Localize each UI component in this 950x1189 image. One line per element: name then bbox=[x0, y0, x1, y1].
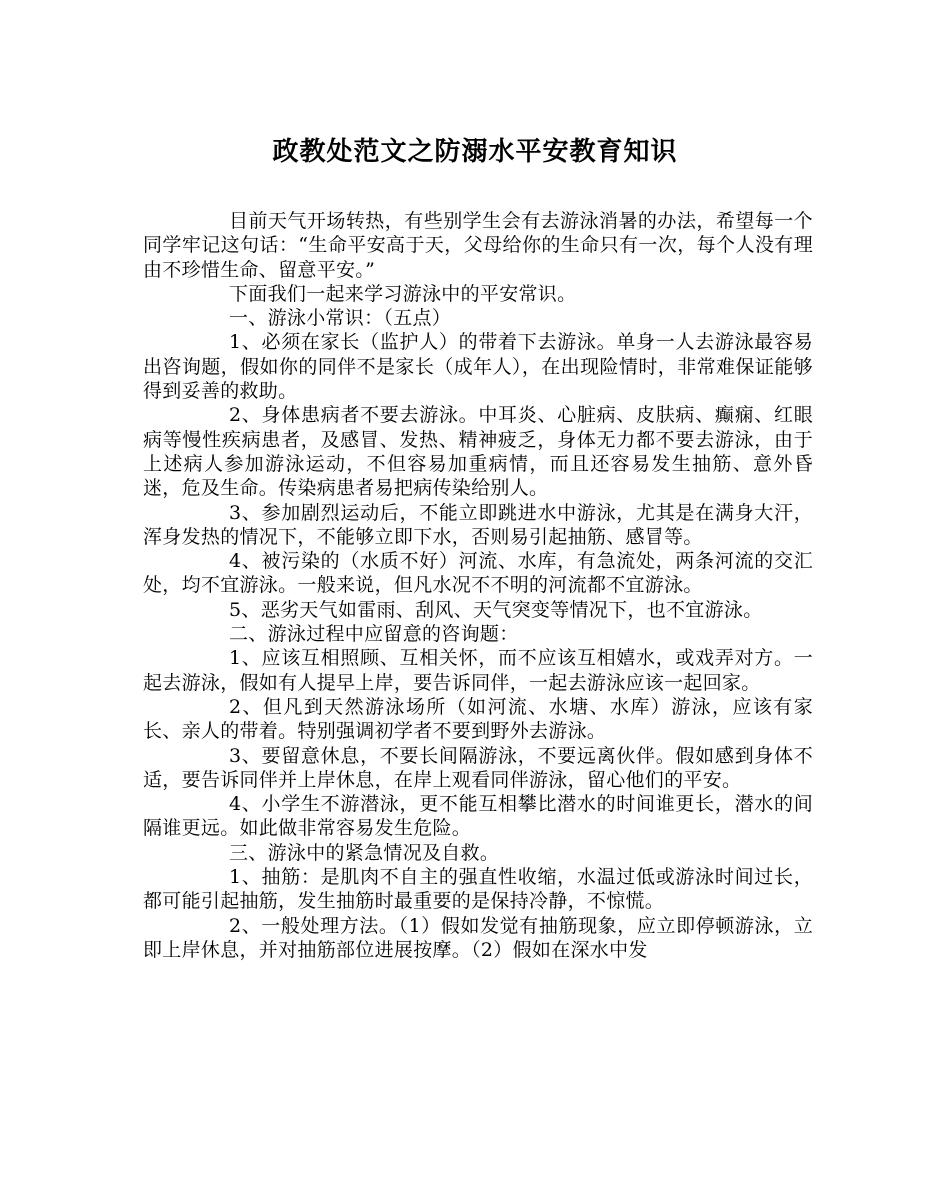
section-heading: 二、游泳过程中应留意的咨询题： bbox=[229, 623, 519, 646]
paragraph: 2、身体患病者不要去游泳。中耳炎、心脏病、皮肤病、癫痫、红眼病等慢性疾病患者，及感冒、发热、精神疲乏，身体无力都不要去游泳，由于上述病人参加游泳运动，不但容易加重病情，而且还容易发生抽筋、意外昏迷，危及生命。传染病患者易把病传染给别人。 bbox=[143, 404, 813, 500]
document-body bbox=[143, 209, 813, 962]
paragraph: 4、小学生不游潜泳，更不能互相攀比潜水的时间谁更长，潜水的间隔谁更远。如此做非常容易发生危险。 bbox=[143, 793, 813, 840]
paragraph: 3、要留意休息，不要长间隔游泳，不要远离伙伴。假如感到身体不适，要告诉同伴并上岸休息，在岸上观看同伴游泳，留心他们的平安。 bbox=[143, 744, 813, 791]
section-heading: 三、游泳中的紧急情况及自救。 bbox=[229, 841, 500, 864]
paragraph: 4、被污染的（水质不好）河流、水库，有急流处，两条河流的交汇处，均不宜游泳。一般来说，但凡水况不不明的河流都不宜游泳。 bbox=[143, 550, 813, 597]
paragraph: 2、一般处理方法。（1）假如发觉有抽筋现象，应立即停顿游泳，立即上岸休息，并对抽筋部位进展按摩。（2）假如在深水中发 bbox=[143, 914, 813, 961]
paragraph: 3、参加剧烈运动后，不能立即跳进水中游泳，尤其是在满身大汗，浑身发热的情况下，不能够立即下水，否则易引起抽筋、感冒等。 bbox=[143, 501, 813, 548]
paragraph: 2、但凡到天然游泳场所（如河流、水塘、水库）游泳，应该有家长、亲人的带着。特别强调初学者不要到野外去游泳。 bbox=[143, 695, 813, 743]
paragraph: 1、抽筋：是肌肉不自主的强直性收缩，水温过低或游泳时间过长，都可能引起抽筋，发生抽筋时最重要的是保持冷静，不惊慌。 bbox=[143, 866, 813, 913]
paragraph: 5、恶劣天气如雷雨、刮风、天气突变等情况下，也不宜游泳。 bbox=[229, 598, 763, 621]
paragraph: 1、应该互相照顾、互相关怀，而不应该互相嬉水，或戏弄对方。一起去游泳，假如有人提早上岸，要告诉同伴，一起去游泳应该一起回家。 bbox=[143, 647, 813, 694]
paragraph: 1、必须在家长（监护人）的带着下去游泳。单身一人去游泳最容易出咨询题，假如你的同伴不是家长（成年人），在出现险情时，非常难保证能够得到妥善的救助。 bbox=[143, 331, 813, 403]
document-title: 政教处范文之防溺水平安教育知识 bbox=[272, 137, 678, 167]
paragraph: 目前天气开场转热，有些别学生会有去游泳消暑的办法，希望每一个同学牢记这句话：“生命平安高于天，父母给你的生命只有一次，每个人没有理由不珍惜生命、留意平安。” bbox=[143, 210, 813, 281]
paragraph: 下面我们一起来学习游泳中的平安常识。 bbox=[229, 282, 577, 305]
section-heading: 一、游泳小常识：（五点） bbox=[229, 307, 452, 330]
